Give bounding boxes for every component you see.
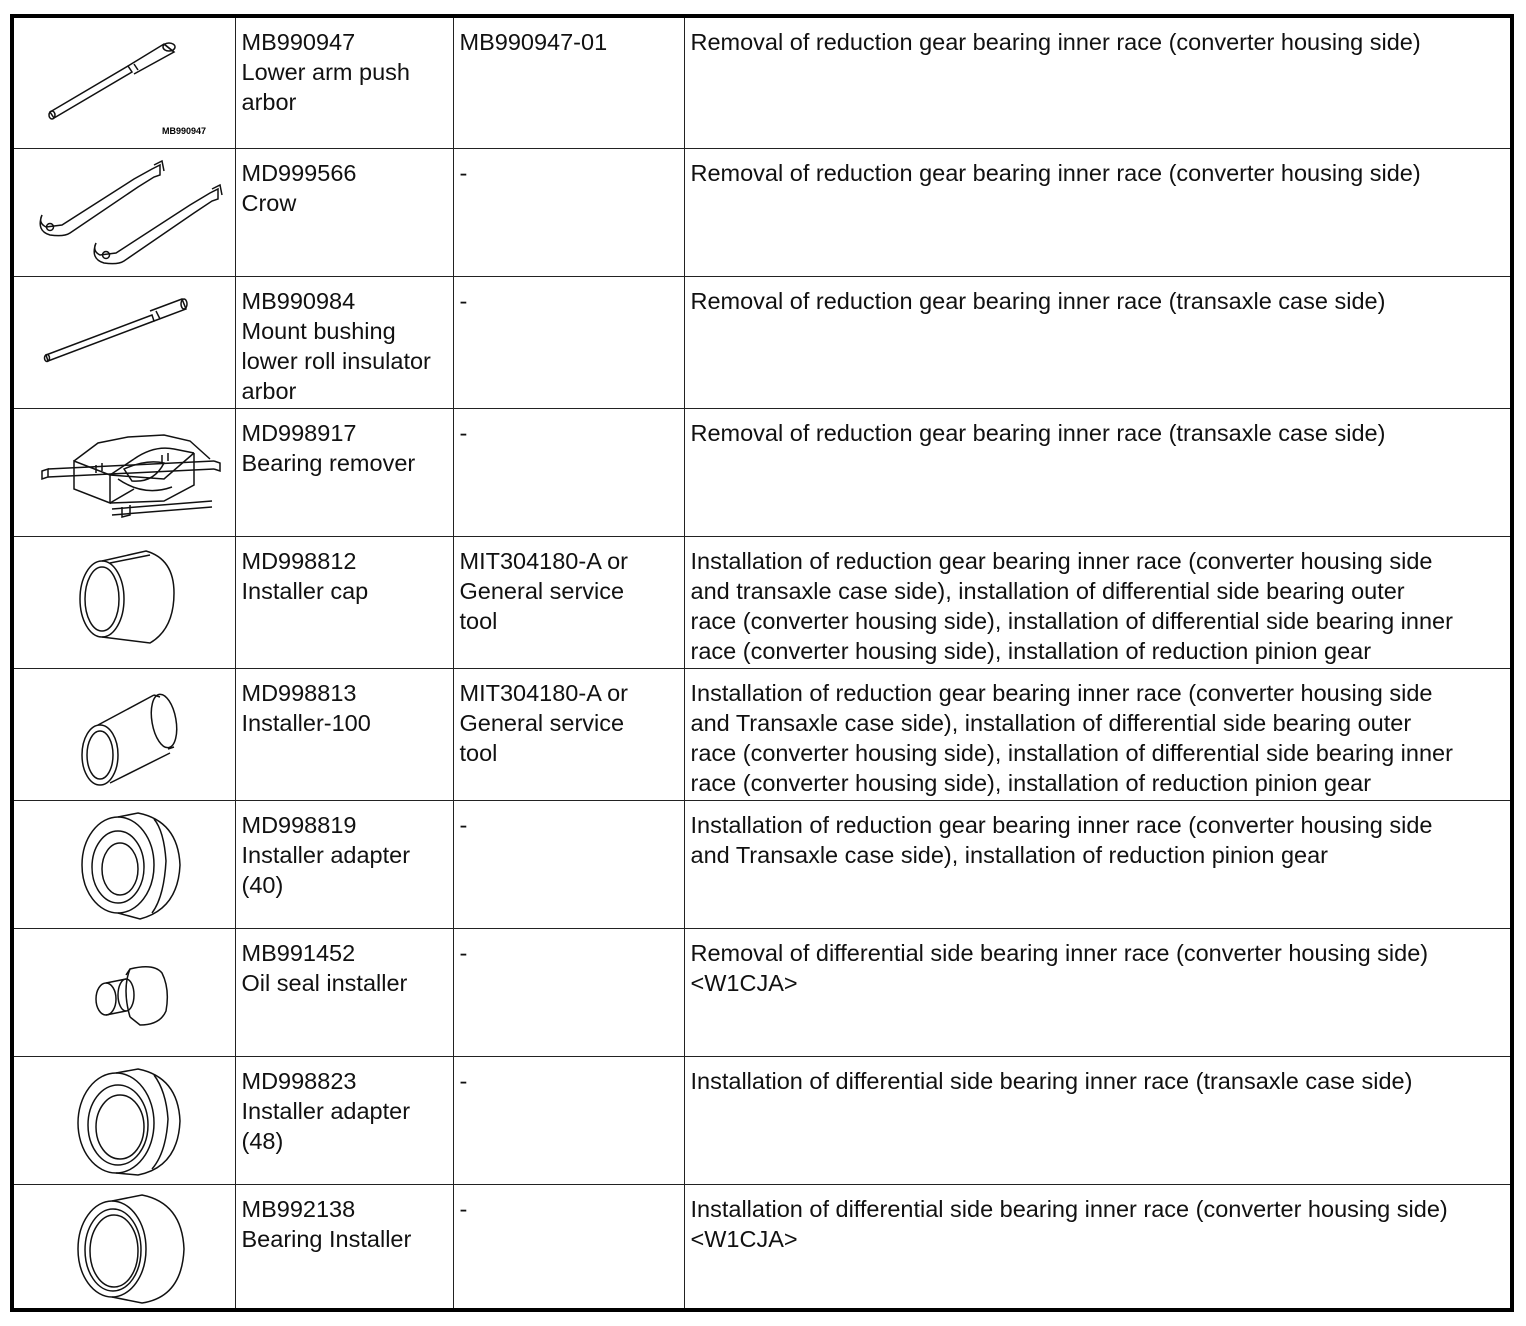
tool-illustration-cell — [14, 928, 235, 1056]
tool-id-cell — [235, 1184, 453, 1308]
supersession-cell — [453, 408, 684, 536]
supersession-cell — [453, 148, 684, 276]
application-line: race (converter housing side), installation of reduction pinion gear — [690, 637, 1372, 664]
tool-name-line: lower roll insulator — [241, 347, 431, 374]
application-line: Installation of differential side bearing inner race (transaxle case side) — [690, 1067, 1413, 1094]
tool-id-cell — [235, 668, 453, 800]
supersession-cell — [453, 1056, 684, 1184]
supersession-value: - — [459, 419, 468, 446]
application-line: <W1CJA> — [690, 1225, 798, 1252]
tool-name-line: Lower arm push — [241, 59, 410, 85]
supersession-line: General service — [459, 709, 625, 736]
application-line: and Transaxle case side), installation of reduction pinion gear — [690, 841, 1328, 868]
application-cell — [684, 1184, 1510, 1308]
tool-illustration-cell — [14, 276, 235, 408]
supersession-line: MIT304180-A or — [459, 679, 629, 706]
supersession-cell — [453, 668, 684, 800]
tool-name-line: Installer adapter — [241, 841, 411, 868]
tool-name-line: (48) — [241, 1127, 284, 1154]
application-cell — [684, 928, 1510, 1056]
tool-name-line: (40) — [241, 871, 284, 898]
application-cell — [684, 276, 1510, 408]
supersession-line: tool — [459, 607, 498, 634]
tool-number: MB990947 — [241, 29, 356, 55]
application-cell — [684, 536, 1510, 668]
tool-illustration-cell — [14, 408, 235, 536]
tool-illustration-cell — [14, 18, 235, 148]
tool-name-line: Installer adapter — [241, 1097, 411, 1124]
tool-name-line: Oil seal installer — [241, 969, 408, 996]
installer-adapter-40-illustration — [14, 801, 235, 929]
table-row — [14, 408, 1510, 536]
tool-name-line: Bearing Installer — [241, 1225, 412, 1252]
supersession-value: MB990947-01 — [459, 29, 608, 55]
tool-id-cell — [235, 928, 453, 1056]
tool-number: MD998812 — [241, 547, 357, 574]
supersession-line: General service — [459, 577, 625, 604]
tool-illustration-cell — [14, 148, 235, 276]
table-row — [14, 536, 1510, 668]
bearing-remover-illustration — [14, 409, 235, 537]
tool-name-line: Crow — [241, 189, 297, 216]
tool-name-line: arbor — [241, 89, 297, 115]
supersession-cell — [453, 276, 684, 408]
application-cell — [684, 800, 1510, 928]
supersession-line: tool — [459, 739, 498, 766]
tool-illustration-cell — [14, 536, 235, 668]
application-line: Installation of reduction gear bearing inner race (converter housing side — [690, 547, 1433, 574]
application-cell — [684, 408, 1510, 536]
tool-number: MD998819 — [241, 811, 357, 838]
table-row — [14, 928, 1510, 1056]
supersession-value: - — [459, 287, 468, 314]
application-cell — [684, 148, 1510, 276]
special-tools-table — [14, 18, 1510, 1308]
tool-id-cell — [235, 408, 453, 536]
tool-number: MD998813 — [241, 679, 357, 706]
application-line: Installation of differential side bearing inner race (converter housing side) — [690, 1195, 1448, 1222]
tool-name-line: arbor — [241, 377, 297, 404]
application-line: Removal of reduction gear bearing inner race (converter housing side) — [690, 29, 1421, 55]
tool-number: MD999566 — [241, 159, 357, 186]
tool-id-cell — [235, 800, 453, 928]
tool-id-cell — [235, 18, 453, 148]
installer-100-illustration — [14, 669, 235, 801]
table-row — [14, 148, 1510, 276]
supersession-cell — [453, 928, 684, 1056]
table-row — [14, 1056, 1510, 1184]
application-line: Removal of differential side bearing inner race (converter housing side) — [690, 939, 1429, 966]
application-line: race (converter housing side), installation of reduction pinion gear — [690, 769, 1372, 796]
supersession-line: MIT304180-A or — [459, 547, 629, 574]
special-tools-table-frame — [10, 14, 1514, 1312]
installer-cap-illustration — [14, 537, 235, 669]
tool-number: MD998823 — [241, 1067, 357, 1094]
tool-illustration-cell — [14, 1184, 235, 1308]
tool-illustration-cell — [14, 800, 235, 928]
supersession-cell — [453, 18, 684, 148]
tool-id-cell — [235, 276, 453, 408]
application-line: and transaxle case side), installation of differential side bearing outer — [690, 577, 1405, 604]
figure-label: MB990947 — [162, 126, 207, 136]
application-cell — [684, 668, 1510, 800]
tool-id-cell — [235, 148, 453, 276]
arbor-illustration — [14, 277, 235, 409]
tool-number: MB990984 — [241, 287, 356, 314]
supersession-cell — [453, 800, 684, 928]
application-line: Removal of reduction gear bearing inner race (converter housing side) — [690, 159, 1421, 186]
table-row — [14, 18, 1510, 148]
tool-name-line: Bearing remover — [241, 449, 416, 476]
application-line: race (converter housing side), installation of differential side bearing inner — [690, 607, 1453, 634]
tool-id-cell — [235, 536, 453, 668]
application-line: Removal of reduction gear bearing inner race (transaxle case side) — [690, 419, 1386, 446]
supersession-value: - — [459, 811, 468, 838]
tool-number: MD998917 — [241, 419, 357, 446]
tool-illustration-cell — [14, 1056, 235, 1184]
tool-number: MB992138 — [241, 1195, 356, 1222]
application-line: and Transaxle case side), installation of differential side bearing outer — [690, 709, 1412, 736]
table-row — [14, 800, 1510, 928]
application-line: Installation of reduction gear bearing inner race (converter housing side — [690, 811, 1433, 838]
application-line: Removal of reduction gear bearing inner race (transaxle case side) — [690, 287, 1386, 314]
table-row — [14, 276, 1510, 408]
supersession-cell — [453, 536, 684, 668]
application-cell — [684, 18, 1510, 148]
bearing-installer-illustration — [14, 1185, 235, 1309]
installer-adapter-48-illustration — [14, 1057, 235, 1185]
application-line: <W1CJA> — [690, 969, 798, 996]
application-line: race (converter housing side), installation of differential side bearing inner — [690, 739, 1453, 766]
tool-illustration-cell — [14, 668, 235, 800]
tool-name-line: Mount bushing — [241, 317, 396, 344]
application-cell — [684, 1056, 1510, 1184]
supersession-cell — [453, 1184, 684, 1308]
crow-illustration — [14, 149, 235, 277]
tool-id-cell — [235, 1056, 453, 1184]
tool-name-line: Installer-100 — [241, 709, 371, 736]
push-arbor-illustration — [14, 18, 235, 148]
tool-number: MB991452 — [241, 939, 356, 966]
application-line: Installation of reduction gear bearing inner race (converter housing side — [690, 679, 1433, 706]
tool-name-line: Installer cap — [241, 577, 369, 604]
table-row — [14, 668, 1510, 800]
supersession-value: - — [459, 939, 468, 966]
table-row — [14, 1184, 1510, 1308]
supersession-value: - — [459, 1195, 468, 1222]
oil-seal-installer-illustration — [14, 929, 235, 1057]
supersession-value: - — [459, 1067, 468, 1094]
supersession-value: - — [459, 159, 468, 186]
